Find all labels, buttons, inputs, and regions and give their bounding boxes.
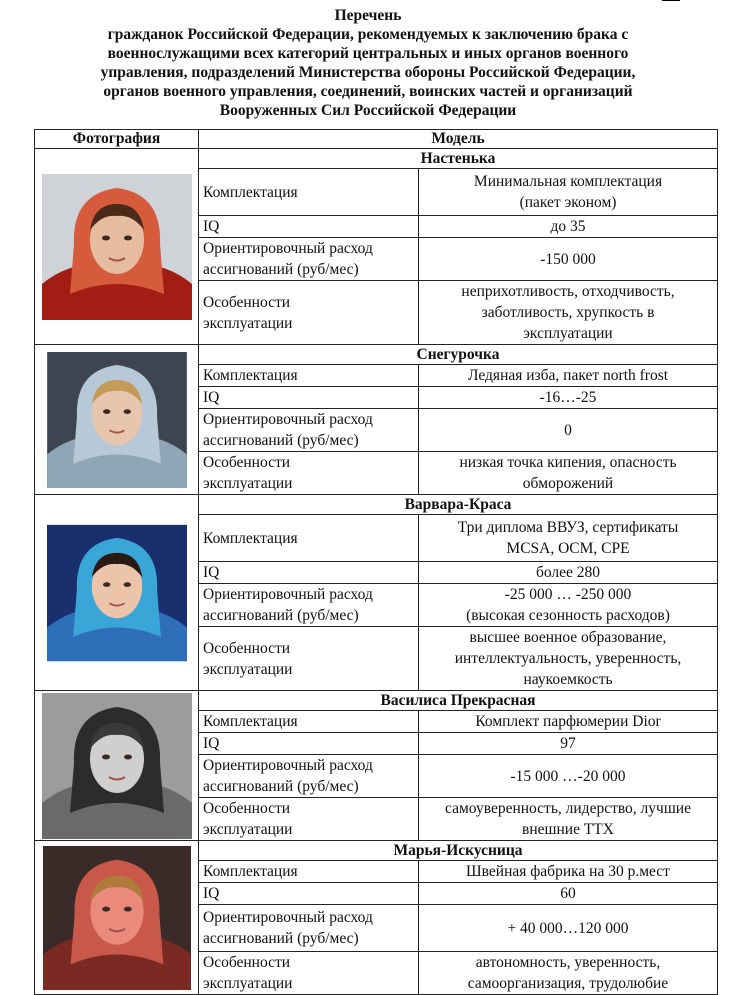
iq-value [419, 883, 718, 905]
cost-value [419, 584, 718, 627]
cell-line: интеллектуальность, уверенность, [454, 650, 682, 667]
title-line: гражданок Российской Федерации, рекомендуемых к заключению брака с [107, 26, 629, 43]
label-line: эксплуатации [203, 660, 293, 678]
cell-line: неприхотливость, отходчивость, [461, 283, 675, 300]
cell-line: самоорганизация, трудолюбие [467, 975, 669, 992]
config-value [419, 169, 718, 216]
label-line: Комплектация [203, 529, 298, 547]
cell-line: Комплект парфюмерии Dior [475, 713, 661, 730]
config-label [199, 861, 419, 883]
cell-line: + 40 000…120 000 [507, 919, 629, 937]
cell-line: эксплуатации [523, 325, 613, 342]
label-line: Комплектация [203, 367, 298, 384]
model-row [35, 691, 718, 711]
label-line: Особенности [203, 954, 291, 971]
config-value [419, 861, 718, 883]
label-line: IQ [203, 885, 220, 902]
config-label [199, 515, 419, 562]
config-label [199, 711, 419, 733]
model-name: Василиса Прекрасная [199, 691, 718, 711]
cell-line: обморожений [522, 475, 614, 492]
portrait-photo [47, 523, 187, 663]
label-line: ассигнований (руб/мес) [203, 261, 359, 278]
cell-line: -16…-25 [539, 389, 597, 406]
cell-line: (пакет эконом) [519, 194, 617, 211]
cell-line: -25 000 … -250 000 [504, 586, 632, 603]
cell-line: высшее военное образование, [469, 629, 667, 646]
label-line: Ориентировочный расход [203, 586, 373, 603]
operation-value [419, 452, 718, 495]
photo-column-header: Фотография [35, 130, 199, 149]
label-line: ассигнований (руб/мес) [203, 432, 359, 449]
cell-line: 60 [560, 885, 576, 902]
label-line: Ориентировочный расход [203, 411, 373, 428]
label-line: Комплектация [203, 863, 298, 880]
label-line: Ориентировочный расход [203, 757, 373, 774]
operation-value [419, 952, 718, 995]
label-line: Особенности [203, 454, 291, 471]
cell-line: Три диплома ВВУЗ, сертификаты [457, 519, 679, 536]
cell-line: до 35 [550, 218, 586, 235]
model-name: Марья-Искусница [199, 841, 718, 861]
cell-line: внешние ТТХ [522, 821, 614, 838]
cell-line: наукоемкость [523, 671, 613, 688]
config-value [419, 711, 718, 733]
iq-label [199, 883, 419, 905]
title-line: Вооруженных Сил Российской Федерации [219, 102, 517, 119]
model-row [35, 841, 718, 861]
corner-mark [662, 0, 680, 1]
config-value [419, 365, 718, 387]
photo-cell [35, 691, 199, 841]
portrait-photo [47, 352, 187, 488]
cost-label [199, 409, 419, 452]
candidates-table [34, 129, 718, 995]
operation-value [419, 798, 718, 841]
label-line: ассигнований (руб/мес) [203, 778, 359, 795]
cell-line: 0 [564, 421, 572, 439]
cell-line: Швейная фабрика на 30 р.мест [466, 863, 670, 880]
label-line: эксплуатации [203, 975, 293, 992]
photo-cell [35, 345, 199, 495]
cell-line: 97 [560, 735, 576, 752]
iq-value [419, 562, 718, 584]
cost-value [419, 755, 718, 798]
cell-line: MCSA, OCM, CPE [506, 540, 630, 557]
cost-label [199, 584, 419, 627]
portrait-photo [43, 845, 191, 991]
iq-value [419, 387, 718, 409]
title-line: Перечень [334, 7, 402, 24]
title-line: управления, подразделений Министерства обороны Российской Федерации, [100, 64, 636, 81]
label-line: Особенности [203, 800, 291, 817]
label-line: IQ [203, 218, 220, 235]
config-value [419, 515, 718, 562]
label-line: Комплектация [203, 713, 298, 730]
model-row [35, 149, 718, 169]
cost-value [419, 905, 718, 952]
photo-cell [35, 495, 199, 691]
cell-line: низкая точка кипения, опасность [459, 454, 677, 471]
iq-label [199, 387, 419, 409]
portrait-photo [42, 174, 192, 320]
label-line: Особенности [203, 639, 291, 657]
cost-value [419, 238, 718, 281]
iq-value [419, 216, 718, 238]
title-line: военнослужащими всех категорий центральных и иных органов военного [107, 45, 629, 62]
label-line: Особенности [203, 293, 291, 311]
label-line: IQ [203, 735, 220, 752]
cell-line: Ледяная изба, пакет north frost [467, 367, 669, 384]
operation-label [199, 452, 419, 495]
portrait-photo [42, 693, 192, 839]
model-name: Снегурочка [199, 345, 718, 365]
cost-label [199, 905, 419, 952]
config-label [199, 169, 419, 216]
model-column-header: Модель [199, 130, 718, 149]
iq-value [419, 733, 718, 755]
cell-line: самоуверенность, лидерство, лучшие [445, 800, 691, 817]
label-line: Ориентировочный расход [203, 909, 373, 926]
operation-label [199, 798, 419, 841]
cell-line: (высокая сезонность расходов) [466, 607, 670, 624]
label-line: эксплуатации [203, 475, 293, 492]
model-name: Настенька [199, 149, 718, 169]
iq-label [199, 562, 419, 584]
iq-label [199, 733, 419, 755]
label-line: IQ [203, 564, 220, 581]
label-line: Комплектация [203, 183, 298, 201]
title-line: органов военного управления, соединений, воинских частей и организаций [103, 83, 633, 100]
cell-line: заботливость, хрупкость в [481, 304, 655, 321]
cost-label [199, 755, 419, 798]
config-label [199, 365, 419, 387]
label-line: Ориентировочный расход [203, 240, 373, 257]
photo-cell [35, 841, 199, 995]
label-line: ассигнований (руб/мес) [203, 930, 359, 947]
cell-line: -15 000 …-20 000 [510, 767, 626, 785]
operation-label [199, 952, 419, 995]
photo-cell [35, 149, 199, 345]
cell-line: Минимальная комплектация [473, 173, 663, 190]
operation-label [199, 627, 419, 691]
label-line: ассигнований (руб/мес) [203, 607, 359, 624]
cost-value [419, 409, 718, 452]
cell-line: -150 000 [540, 250, 596, 268]
document-title [0, 0, 736, 120]
label-line: эксплуатации [203, 314, 293, 332]
model-row [35, 495, 718, 515]
label-line: эксплуатации [203, 821, 293, 838]
operation-label [199, 281, 419, 345]
iq-label [199, 216, 419, 238]
operation-value [419, 281, 718, 345]
model-row [35, 345, 718, 365]
cell-line: автономность, уверенность, [475, 954, 661, 971]
operation-value [419, 627, 718, 691]
model-name: Варвара-Краса [199, 495, 718, 515]
label-line: IQ [203, 389, 220, 406]
cell-line: более 280 [535, 564, 601, 581]
cost-label [199, 238, 419, 281]
